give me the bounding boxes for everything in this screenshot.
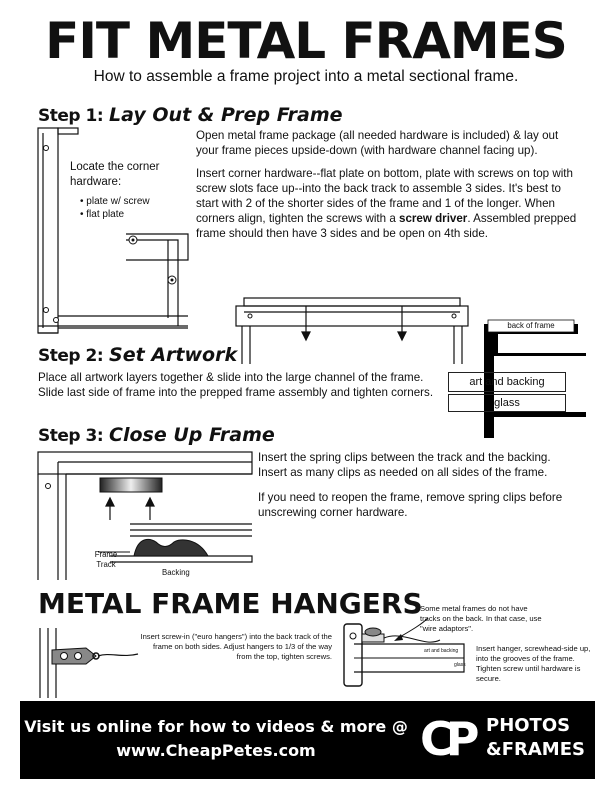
- wire-adaptor-diagram: [340, 622, 470, 692]
- page-subtitle: How to assemble a frame project into a metal sectional frame.: [93, 68, 519, 85]
- step3-name: Close Up Frame: [109, 424, 275, 446]
- step1-label: Step 1:: [38, 106, 104, 126]
- art-and-backing-label: art and backing: [448, 372, 566, 392]
- step3-clip-diagram: [38, 450, 252, 584]
- corner-hardware-callout: [70, 160, 180, 221]
- hangers-heading: METAL FRAME HANGERS: [38, 587, 423, 620]
- step2-instructions: Place all artwork layers together & slide into the large channel of the frame. Slide last side of frame into the prepped frame assembly and tighten corners.: [38, 371, 434, 399]
- frame-track-label: Frame Track: [94, 550, 118, 569]
- footer-visit-text: Visit us online for how to videos & more @: [24, 717, 408, 736]
- logo-photos-text: PHOTOS: [486, 715, 571, 736]
- wire-adaptor-note: Some metal frames do not have tracks on the back. In that case, use "wire adaptors".: [420, 604, 542, 633]
- step2-name: Set Artwork: [109, 344, 238, 366]
- corner-hardware-item: • plate w/ screw: [80, 196, 150, 207]
- step1-instructions: [196, 128, 578, 241]
- step1-name: Lay Out & Prep Frame: [109, 104, 343, 126]
- wire-adaptor-instructions: Insert hanger, screwhead-side up, into the grooves of the frame. Tighten screw until hardware is secure.: [476, 644, 591, 683]
- step3-para2: If you need to reopen the frame, remove spring clips before unscrewing corner hardware.: [258, 491, 563, 519]
- footer-banner: [20, 701, 595, 779]
- corner-hardware-item: • flat plate: [80, 209, 125, 220]
- step2-slide-diagram: [236, 292, 468, 364]
- step1-para1: Open metal frame package (all needed hardware is included) & lay out your frame pieces upside-down (with hardware channel facing up).: [196, 129, 559, 157]
- frame-lip: [484, 412, 586, 417]
- euro-hanger-instructions: Insert screw-in ("euro hangers") into the back track of the frame on both sides. Adjust hangers to 1/3 of the way from the top, tighten screws.: [140, 632, 332, 661]
- step2-heading: [38, 344, 237, 367]
- step1-para2: Insert corner hardware--flat plate on bottom, plate with screws on top with screw slots face up--into the back track to assemble 3 sides. It's best to start with 2 of the shorter sides of the frame and 1 of the longer. When corners align, tighten the screws with a screw driver. Assembled prepped frame should then have 3 sides and be open on 4th side.: [196, 167, 577, 240]
- euro-hanger-diagram: [38, 628, 138, 698]
- mini-art-label: art and backing: [424, 648, 459, 654]
- backing-label: Backing: [162, 568, 190, 577]
- step3-para1: Insert the spring clips between the track and the backing. Insert as many clips as needed on all sides of the frame.: [258, 451, 551, 479]
- screw-driver-emphasis: screw driver: [399, 212, 468, 225]
- step3-instructions: [258, 450, 578, 520]
- corner-hardware-heading: Locate the corner hardware:: [70, 161, 160, 188]
- cp-logo-icon: CP: [420, 712, 472, 766]
- step2-label: Step 2:: [38, 346, 104, 366]
- footer-website-link[interactable]: www.CheapPetes.com: [116, 741, 316, 760]
- step1-heading: [38, 104, 343, 127]
- logo-frames-text: &FRAMES: [486, 739, 585, 760]
- mini-glass-label: glass: [454, 662, 466, 668]
- back-of-frame-label: back of frame: [507, 321, 555, 330]
- step3-heading: [38, 424, 275, 447]
- page-title: FIT METAL FRAMES: [45, 12, 567, 70]
- step3-label: Step 3:: [38, 426, 104, 446]
- glass-label: glass: [448, 394, 566, 412]
